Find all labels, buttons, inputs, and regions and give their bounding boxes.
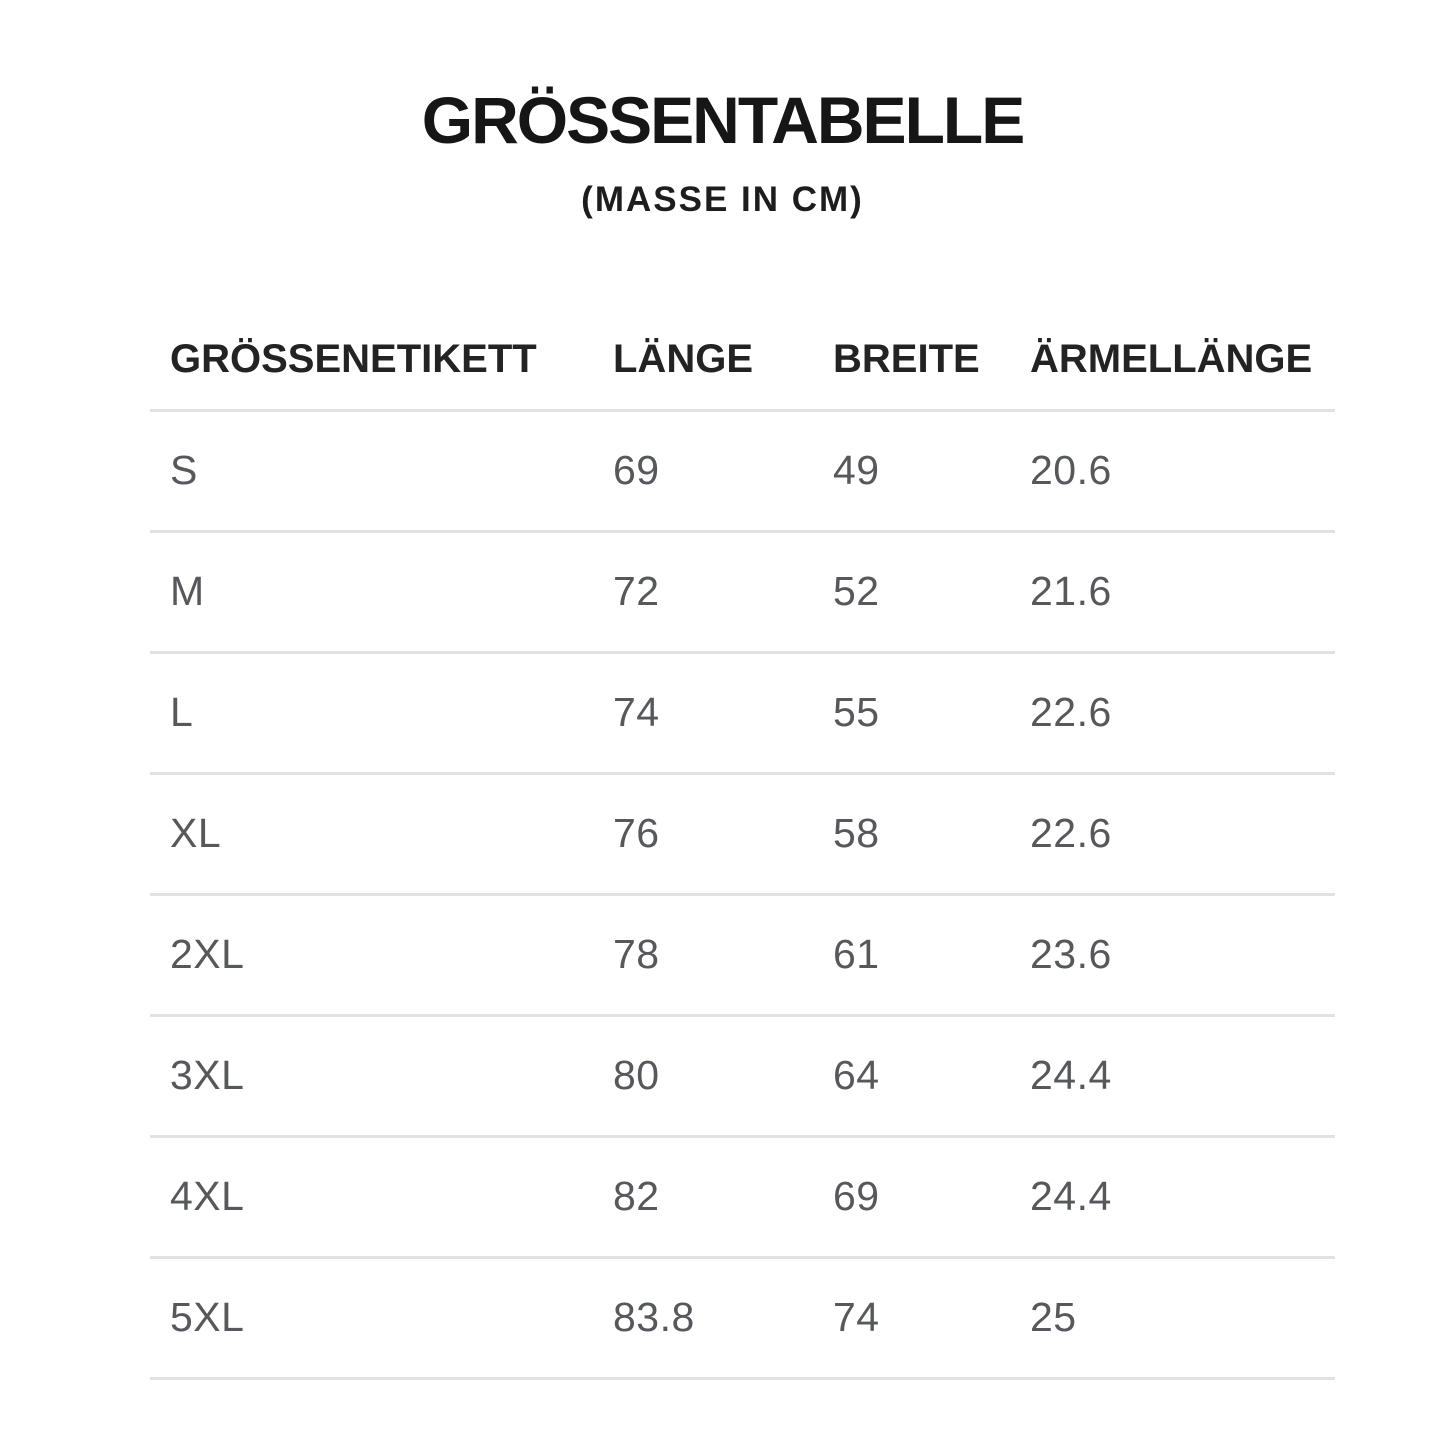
sleeve-length-cell: 22.6: [1030, 689, 1112, 736]
length-cell: 82: [613, 1173, 660, 1220]
header-cell-width: BREITE: [833, 337, 980, 382]
size-label-cell: 4XL: [170, 1173, 245, 1220]
sleeve-length-cell: 25: [1030, 1294, 1077, 1341]
table-row: [150, 896, 1335, 1017]
width-cell: 64: [833, 1052, 880, 1099]
header-cell-sleeve-length: ÄRMELLÄNGE: [1030, 337, 1313, 382]
table-row: [150, 1138, 1335, 1259]
length-cell: 83.8: [613, 1294, 695, 1341]
width-cell: 52: [833, 568, 880, 615]
sleeve-length-cell: 24.4: [1030, 1052, 1112, 1099]
size-label-cell: M: [170, 568, 205, 615]
sleeve-length-cell: 20.6: [1030, 447, 1112, 494]
length-cell: 80: [613, 1052, 660, 1099]
size-label-cell: XL: [170, 810, 222, 857]
table-row: [150, 1259, 1335, 1380]
size-label-cell: 2XL: [170, 931, 245, 978]
width-cell: 58: [833, 810, 880, 857]
header-cell-size-label: GRÖSSENETIKETT: [170, 337, 537, 382]
size-label-cell: 5XL: [170, 1294, 245, 1341]
page-title: GRÖSSENTABELLE: [421, 83, 1024, 157]
header-cell-length: LÄNGE: [613, 337, 753, 382]
sleeve-length-cell: 23.6: [1030, 931, 1112, 978]
length-cell: 74: [613, 689, 660, 736]
width-cell: 55: [833, 689, 880, 736]
sleeve-length-cell: 22.6: [1030, 810, 1112, 857]
page-subtitle: (MASSE IN CM): [581, 179, 864, 219]
size-label-cell: L: [170, 689, 194, 736]
table-row: [150, 775, 1335, 896]
width-cell: 69: [833, 1173, 880, 1220]
table-row: [150, 412, 1335, 533]
table-row: [150, 533, 1335, 654]
size-label-cell: S: [170, 447, 198, 494]
width-cell: 61: [833, 931, 880, 978]
length-cell: 69: [613, 447, 660, 494]
length-cell: 78: [613, 931, 660, 978]
length-cell: 72: [613, 568, 660, 615]
width-cell: 49: [833, 447, 880, 494]
length-cell: 76: [613, 810, 660, 857]
sleeve-length-cell: 24.4: [1030, 1173, 1112, 1220]
size-table: [150, 311, 1335, 1380]
size-label-cell: 3XL: [170, 1052, 245, 1099]
width-cell: 74: [833, 1294, 880, 1341]
table-header-row: [150, 311, 1335, 412]
table-row: [150, 1017, 1335, 1138]
sleeve-length-cell: 21.6: [1030, 568, 1112, 615]
table-row: [150, 654, 1335, 775]
